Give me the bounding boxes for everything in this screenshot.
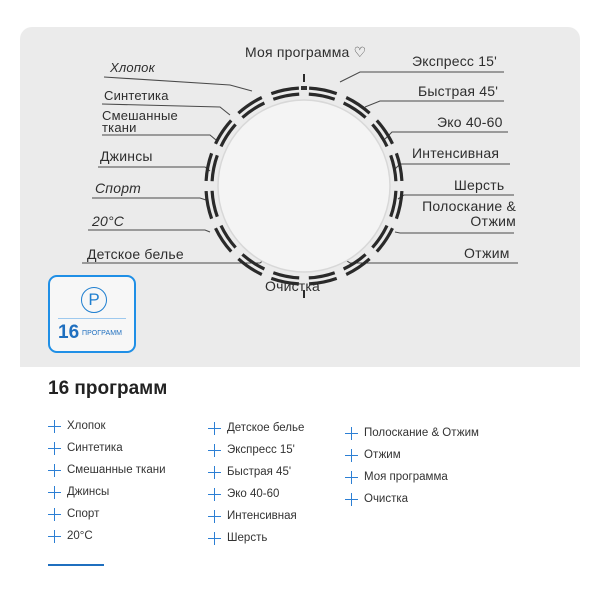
badge-divider xyxy=(58,318,126,319)
list-item: Моя программа xyxy=(345,466,479,488)
dial-ring-segment xyxy=(206,153,212,181)
plus-icon xyxy=(48,530,61,543)
dial-leader-line xyxy=(88,230,210,232)
plus-icon xyxy=(208,466,221,479)
dial-label-synthetics: Синтетика xyxy=(104,88,169,103)
list-item: Быстрая 45' xyxy=(208,461,304,483)
dial-label-20c: 20°C xyxy=(92,213,125,229)
dial-leader-line xyxy=(385,132,508,139)
badge-caption: ПРОГРАММ xyxy=(82,330,123,337)
dial-label-baby: Детское белье xyxy=(87,246,184,262)
dial-label-fast45: Быстрая 45' xyxy=(418,83,499,99)
dial-label-jeans: Джинсы xyxy=(100,148,153,164)
dial-label-rinse-spin: Полоскание & Отжим xyxy=(422,198,516,229)
programs-badge xyxy=(48,275,136,353)
dial-label-spin: Отжим xyxy=(464,245,510,261)
list-item: Полоскание & Отжим xyxy=(345,422,479,444)
dial-ring-segment xyxy=(309,94,335,99)
list-item: Экспресс 15' xyxy=(208,439,304,461)
dial-label-mixed: Смешанные ткани xyxy=(102,108,178,135)
dial-label-cotton: Хлопок xyxy=(110,60,155,75)
list-item: Шерсть xyxy=(208,527,304,549)
plus-icon xyxy=(48,442,61,455)
list-item: Джинсы xyxy=(48,481,166,503)
list-item: Спорт xyxy=(48,503,166,525)
plus-icon xyxy=(48,420,61,433)
dial-label-my-program: Моя программа ♡ xyxy=(245,44,367,60)
dial-label-intensive: Интенсивная xyxy=(412,145,500,161)
dial-ring-segment xyxy=(271,88,299,94)
dial-label-eco: Эко 40-60 xyxy=(437,114,503,130)
dial-indicator-mark xyxy=(301,86,307,90)
plus-icon xyxy=(345,427,358,440)
plus-icon xyxy=(208,488,221,501)
dial-label-cleaning: Очистка xyxy=(265,278,321,294)
dial-leader-line xyxy=(92,198,206,200)
dial-knob xyxy=(218,100,390,272)
dial-label-sport: Спорт xyxy=(95,180,142,196)
dial-ring-segment xyxy=(273,94,299,99)
list-item: Интенсивная xyxy=(208,505,304,527)
dial-leader-line xyxy=(395,164,510,169)
program-list-col2 xyxy=(208,417,304,549)
list-item: Хлопок xyxy=(48,415,166,437)
list-item: 20°C xyxy=(48,525,166,547)
dial-leader-line xyxy=(98,167,210,171)
plus-icon xyxy=(208,510,221,523)
badge-number: 16 xyxy=(58,322,80,343)
plus-icon xyxy=(208,532,221,545)
plus-icon xyxy=(208,422,221,435)
programs-heading: 16 программ xyxy=(48,378,168,399)
list-item: Детское белье xyxy=(208,417,304,439)
program-list-col1 xyxy=(48,415,166,547)
dial-leader-line xyxy=(365,101,504,107)
dial-label-express15: Экспресс 15' xyxy=(412,53,498,69)
program-p-icon: P xyxy=(81,287,107,313)
plus-icon xyxy=(208,444,221,457)
list-item: Отжим xyxy=(345,444,479,466)
heading-underline xyxy=(48,564,104,566)
list-item: Эко 40-60 xyxy=(208,483,304,505)
plus-icon xyxy=(48,508,61,521)
dial-ring-segment xyxy=(309,88,337,94)
program-list-col3 xyxy=(345,422,479,510)
dial-ring-segment xyxy=(212,191,217,217)
dial-leader-line xyxy=(340,72,504,82)
list-item: Смешанные ткани xyxy=(48,459,166,481)
dial-leader-line xyxy=(395,232,514,233)
list-item: Очистка xyxy=(345,488,479,510)
dial-leader-line xyxy=(102,135,216,140)
control-panel xyxy=(20,27,580,367)
dial-ring-segment xyxy=(212,155,217,181)
dial-ring-segment xyxy=(396,191,402,219)
dial-ring-segment xyxy=(391,191,396,217)
dial-ring-segment xyxy=(206,191,212,219)
plus-icon xyxy=(345,449,358,462)
dial-label-wool: Шерсть xyxy=(454,177,505,193)
plus-icon xyxy=(345,471,358,484)
plus-icon xyxy=(345,493,358,506)
plus-icon xyxy=(48,464,61,477)
plus-icon xyxy=(48,486,61,499)
list-item: Синтетика xyxy=(48,437,166,459)
dial-ring-segment xyxy=(391,155,396,181)
